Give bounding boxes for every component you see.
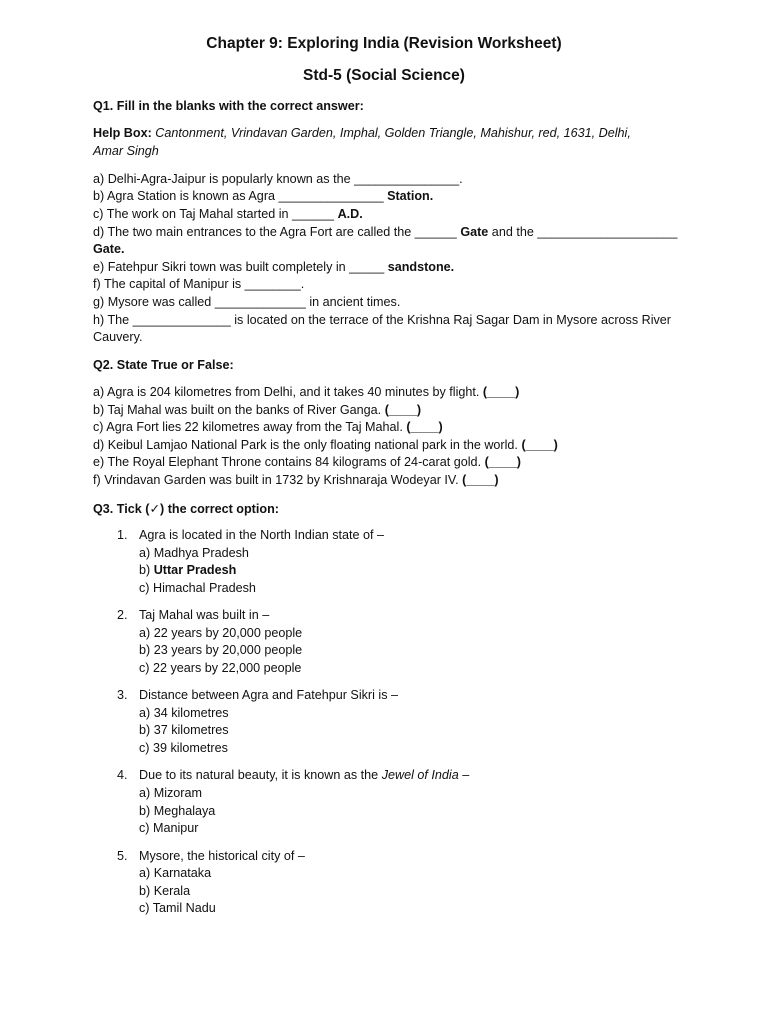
q3-question-text: Taj Mahal was built in – [139, 608, 270, 622]
q2-item [93, 403, 421, 417]
q3-option[interactable]: c) 39 kilometres [139, 741, 228, 755]
q3-option[interactable]: a) 34 kilometres [139, 706, 229, 720]
q3-option-prefix: b) [139, 563, 154, 577]
q1-item-e [93, 260, 454, 274]
q3-question-text-italic: Jewel of India [381, 768, 459, 782]
q3-option[interactable]: b) Kerala [139, 884, 191, 898]
page-subtitle: Std-5 (Social Science) [303, 67, 465, 84]
q1-item-e-bold: sandstone. [387, 260, 455, 274]
help-box-label: Help Box: [93, 126, 152, 140]
q3-option[interactable]: a) 22 years by 20,000 people [139, 626, 303, 640]
help-box [93, 126, 631, 140]
q3-option[interactable]: a) Mizoram [139, 786, 202, 800]
q3-question-text-pre: Due to its natural beauty, it is known as the [139, 768, 382, 782]
q3-option[interactable] [139, 563, 236, 577]
q3-option[interactable]: c) 22 years by 22,000 people [139, 661, 302, 675]
q3-option[interactable]: a) Karnataka [139, 866, 212, 880]
q1-item-h-cont: Cauvery. [93, 330, 143, 344]
q3-question-text [139, 768, 469, 782]
q1-item-d-bold1: Gate [460, 225, 489, 239]
page-title: Chapter 9: Exploring India (Revision Worksheet) [206, 35, 562, 52]
q2-item-text: f) Vrindavan Garden was built in 1732 by Krishnaraja Wodeyar IV. [93, 473, 463, 487]
q2-item [93, 420, 443, 434]
q1-item-c-text: c) The work on Taj Mahal started in ______ [93, 207, 338, 221]
help-box-words-cont: Amar Singh [93, 144, 159, 158]
q3-question-number: 5. [117, 849, 128, 863]
q1-item-b [93, 189, 433, 203]
q2-item-blank: (____) [482, 385, 520, 399]
q1-heading: Q1. Fill in the blanks with the correct answer: [93, 99, 364, 113]
q3-question-number: 3. [117, 688, 128, 702]
q2-item-text: e) The Royal Elephant Throne contains 84 kilograms of 24-carat gold. [93, 455, 485, 469]
q3-question-text: Distance between Agra and Fatehpur Sikri is – [139, 688, 399, 702]
q1-item-b-text: b) Agra Station is known as Agra _______________ [93, 189, 388, 203]
q2-item-blank: (____) [462, 473, 499, 487]
q1-item-d-mid: and the ____________________ [488, 225, 678, 239]
q3-option[interactable]: b) 37 kilometres [139, 723, 229, 737]
q2-item-blank: (____) [406, 420, 443, 434]
q3-option[interactable]: b) Meghalaya [139, 804, 216, 818]
q2-item-text: c) Agra Fort lies 22 kilometres away from the Taj Mahal. [93, 420, 407, 434]
q1-item-d [93, 225, 677, 239]
q3-question-text: Agra is located in the North Indian state of – [139, 528, 385, 542]
q2-item [93, 455, 521, 469]
q2-item [93, 385, 519, 399]
q3-option-bold: Uttar Pradesh [153, 563, 237, 577]
q1-item-d-text: d) The two main entrances to the Agra Fort are called the ______ [93, 225, 461, 239]
q3-question-number: 2. [117, 608, 128, 622]
q3-option[interactable]: b) 23 years by 20,000 people [139, 643, 303, 657]
q3-heading: Q3. Tick (✓) the correct option: [93, 502, 279, 516]
q2-item-text: b) Taj Mahal was built on the banks of River Ganga. [93, 403, 385, 417]
q1-item-d-cont: Gate. [93, 242, 125, 256]
help-box-words: Cantonment, Vrindavan Garden, Imphal, Golden Triangle, Mahishur, red, 1631, Delhi, [155, 126, 631, 140]
q2-item [93, 438, 558, 452]
q2-item-blank: (____) [521, 438, 558, 452]
q2-item-text: a) Agra is 204 kilometres from Delhi, and it takes 40 minutes by flight. [93, 385, 483, 399]
q1-item-f: f) The capital of Manipur is ________. [93, 277, 305, 291]
q1-item-g: g) Mysore was called _____________ in ancient times. [93, 295, 401, 309]
q3-question-text: Mysore, the historical city of – [139, 849, 305, 863]
q1-item-c [93, 207, 363, 221]
q1-item-e-text: e) Fatehpur Sikri town was built completely in _____ [93, 260, 388, 274]
q3-question-text-post: – [458, 768, 470, 782]
q2-item-blank: (____) [484, 455, 521, 469]
q2-item-text: d) Keibul Lamjao National Park is the only floating national park in the world. [93, 438, 522, 452]
q1-item-c-bold: A.D. [337, 207, 363, 221]
q3-option[interactable]: a) Madhya Pradesh [139, 546, 249, 560]
q1-item-b-bold: Station. [387, 189, 434, 203]
q3-option[interactable]: c) Himachal Pradesh [139, 581, 256, 595]
q2-heading: Q2. State True or False: [93, 358, 234, 372]
q3-question-number: 1. [117, 528, 128, 542]
q3-option[interactable]: c) Tamil Nadu [139, 901, 216, 915]
q1-item-h: h) The ______________ is located on the terrace of the Krishna Raj Sagar Dam in Mysore across River [93, 313, 671, 327]
q1-item-a: a) Delhi-Agra-Jaipur is popularly known as the _______________. [93, 172, 463, 186]
q3-question-number: 4. [117, 768, 128, 782]
q2-item [93, 473, 499, 487]
q2-item-blank: (____) [384, 403, 422, 417]
q3-option[interactable]: c) Manipur [139, 821, 199, 835]
